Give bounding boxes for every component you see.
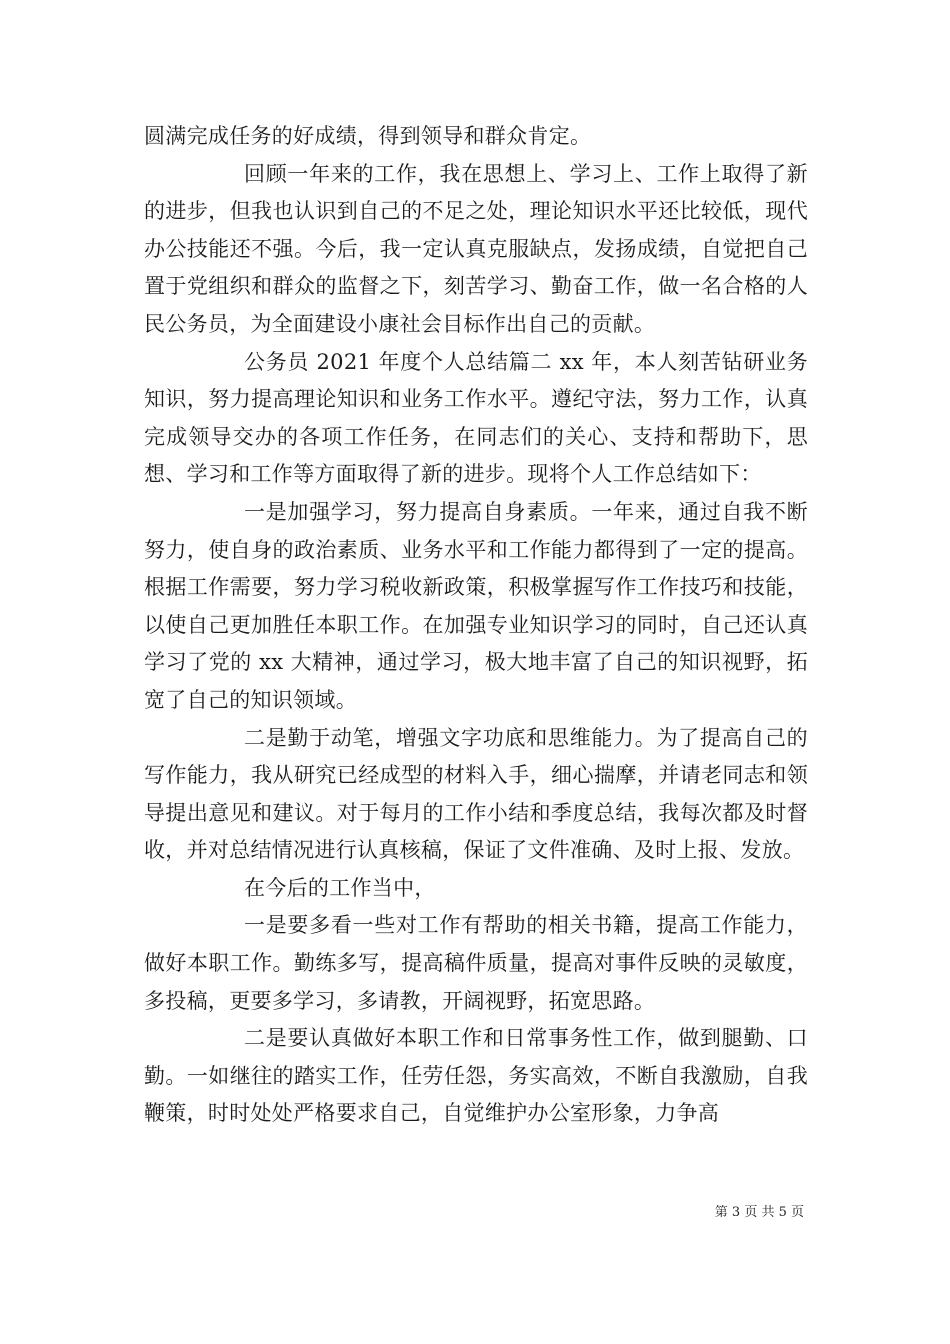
paragraph-continuation: 圆满完成任务的好成绩，得到领导和群众肯定。	[144, 124, 592, 148]
paragraph-review: 回顾一年来的工作，我在思想上、学习上、工作上取得了新的进步，但我也认识到自己的不足之处，理论知识水平还比较低，现代办公技能还不强。今后，我一定认真克服缺点，发扬成绩，自觉把自己置于党组织和群众的监督之下，刻苦学习、勤奋工作，做一名合格的人民公务员，为全面建设小康社会目标作出自己的贡献。	[144, 161, 808, 336]
paragraph-future-one: 一是要多看一些对工作有帮助的相关书籍，提高工作能力，做好本职工作。勤练多写，提高稿件质量，提高对事件反映的灵敏度，多投稿，更要多学习，多请教，开阔视野，拓宽思路。	[144, 913, 808, 1013]
paragraph-future-intro: 在今后的工作当中，	[244, 875, 436, 900]
paragraph-summary-part-two: 公务员 2021 年度个人总结篇二 xx 年，本人刻苦钻研业务知识，努力提高理论知识和业务工作水平。遵纪守法，努力工作，认真完成领导交办的各项工作任务，在同志们的关心、支持和帮助下，思想、学习和工作等方面取得了新的进步。现将个人工作总结如下：	[144, 349, 808, 487]
document-body	[144, 118, 808, 1133]
paragraph-study: 一是加强学习，努力提高自身素质。一年来，通过自我不断努力，使自身的政治素质、业务水平和工作能力都得到了一定的提高。根据工作需要，努力学习税收新政策，积极掌握写作工作技巧和技能，以使自己更加胜任本职工作。在加强专业知识学习的同时，自己还认真学习了党的 xx 大精神，通过学习，极大地丰富了自己的知识视野，拓宽了自己的知识领域。	[144, 499, 808, 712]
page-number: 第 3 页 共 5 页	[714, 1205, 804, 1220]
paragraph-future-two: 二是要认真做好本职工作和日常事务性工作，做到腿勤、口勤。一如继往的踏实工作，任劳任怨，务实高效，不断自我激励，自我鞭策，时时处处严格要求自己，自觉维护办公室形象，力争高	[144, 1026, 808, 1126]
paragraph-writing: 二是勤于动笔，增强文字功底和思维能力。为了提高自己的写作能力，我从研究已经成型的材料入手，细心揣摩，并请老同志和领导提出意见和建议。对于每月的工作小结和季度总结，我每次都及时督收，并对总结情况进行认真核稿，保证了文件准确、及时上报、发放。	[144, 725, 808, 863]
